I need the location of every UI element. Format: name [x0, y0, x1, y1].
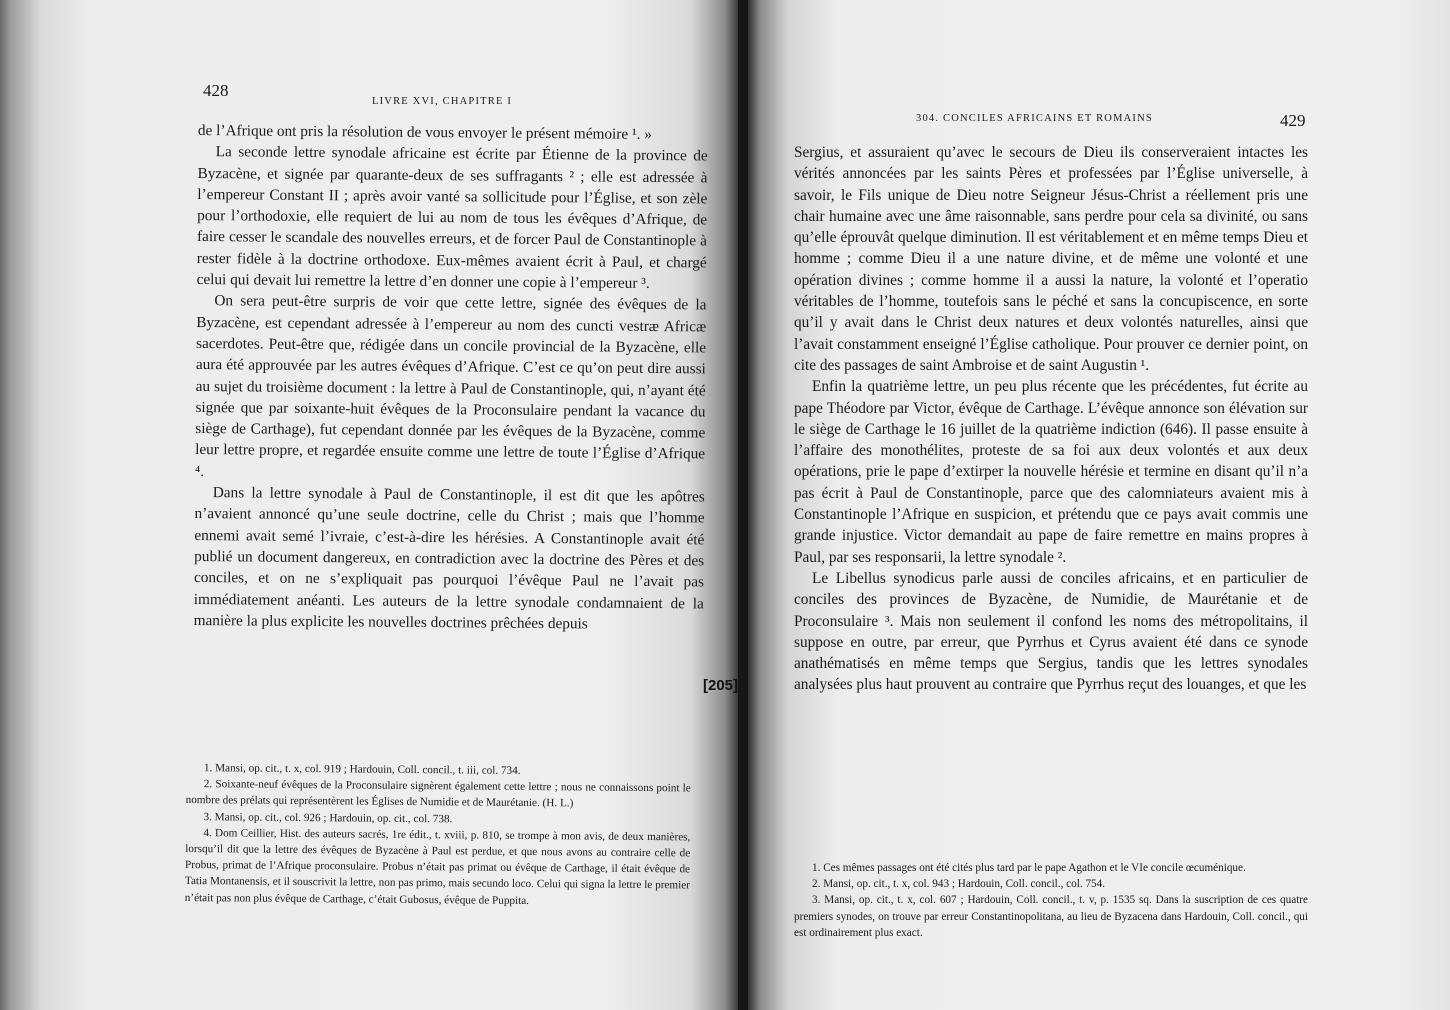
paragraph: On sera peut-être surpris de voir que cette lettre, signée des évêques de la Byzacène, est cependant adressée à l’empereur au nom des cuncti vestræ Africæ sacerdotes. Peut-être que, rédigée dans un concile provincial de la Byzacène, elle aura été approuvée par les autres évêques d’Afrique. C’est ce qu’on peut dire aussi au sujet du troisième document : la lettre à Paul de Constantinople, qui, n’ayant été signée que par soixante-huit évêques de la Proconsulaire pendant la vacance du siège de Carthage), fut cependant donnée par les évêques de la Byzacène, comme leur lettre propre, et regardée ensuite comme une lettre de toute l’Église d’Afrique ⁴.: [194, 292, 707, 480]
footnote: 2. Soixante-neuf évêques de la Proconsulaire signèrent également cette lettre ; nous ne connaissons point le nombre des prélats qui représentèrent les Églises de Numidie et de Maurétanie. (H. L.): [185, 778, 691, 810]
paragraph: de l’Afrique ont pris la résolution de vous envoyer le présent mémoire ¹. »: [197, 121, 652, 143]
left-body-text: [194, 120, 708, 636]
footnote: 2. Mansi, op. cit., t. x, col. 943 ; Hardouin, Coll. concil., col. 754.: [812, 878, 1106, 891]
footnote: 3. Mansi, op. cit., t. x, col. 607 ; Hardouin, Coll. concil., t. v, p. 1535 sq. Dans la suscription de ces quatre premiers synodes, on trouve par erreur Constantinopolitana, au lieu de Byzacena dans Hardouin, Coll. concil., qui est ordinairement plus exact.: [794, 894, 1308, 939]
right-page-number: 429: [1280, 111, 1306, 130]
paragraph: La seconde lettre synodale africaine est écrite par Étienne de la province de Byzacène, et signée par quarante-deux de ses suffragants ² ; elle est adressée à l’empereur Constant II ; après avoir vanté sa sollicitude pour l’Église, et son zèle pour l’orthodoxie, elle requiert de lui au nom de tous les évêques d’Afrique, de faire cesser le scandale des nouvelles erreurs, et de forcer Paul de Constantinople à rester fidèle à la doctrine orthodoxe. Eux-mêmes avaient écrit à Paul, et chargé celui qui devait lui remettre la lettre d’en donner une copie à l’empereur ³.: [196, 143, 708, 293]
left-page-number: 428: [203, 81, 229, 100]
paragraph: Enfin la quatrième lettre, un peu plus récente que les précédentes, fut écrite au pape Théodore par Victor, évêque de Carthage. L’évêque annonce son élévation sur le siège de Carthage le 16 juillet de la quatrième indiction (646). Il passe ensuite à l’affaire des monothélites, proteste de sa foi aux deux volontés et aux deux opérations, prie le pape d’extirper la nouvelle hérésie et termine en disant qu’il n’a pas écrit à Paul de Constantinople, parce que des calomniateurs avaient mis à Constantinople l’Afrique en suspicion, et prétendu que ce pays avait commis une grande injustice. Victor demandait au pape de faire remettre en mains propres à Paul, par ses responsarii, la lettre synodale ².: [794, 378, 1308, 566]
paragraph: Dans la lettre synodale à Paul de Constantinople, il est dit que les apôtres n’avaient annoncé qu’une seule doctrine, celle du Christ ; mais que l’homme ennemi avait semé l’ivraie, c’est-à-dire les hérésies. A Constantinople avait été publié un document dangereux, en contradiction avec la doctrine des Pères et des conciles, et on ne s’expliquait pas pourquoi l’évêque Paul ne l’avait pas immédiatement anéanti. Les auteurs de la lettre synodale condamnaient de la manière la plus explicite les nouvelles doctrines prêchées depuis: [193, 484, 705, 633]
footnote: 1. Mansi, op. cit., t. x, col. 919 ; Hardouin, Coll. concil., t. iii, col. 734.: [203, 762, 521, 777]
footnote: 1. Ces mêmes passages ont été cités plus tard par le pape Agathon et le VIe concile œcuménique.: [812, 862, 1246, 874]
right-body-text: [794, 142, 1308, 696]
footnote: 3. Mansi, op. cit., col. 926 ; Hardouin, op. cit., col. 738.: [203, 810, 453, 825]
left-running-head: LIVRE XVI, CHAPITRE I: [372, 96, 513, 107]
left-footnotes: [185, 760, 691, 910]
right-page: [748, 0, 1450, 1010]
paragraph: Sergius, et assuraient qu’avec le secours de Dieu ils conserveraient intactes les vérités annoncées par les saints Pères et professées par l’Église universelle, à savoir, le Fils unique de Dieu notre Seigneur Jésus-Christ a réellement pris une chair humaine avec une âme raisonnable, sans perdre pour cela sa divinité, ou sans qu’elle éprouvât quelque diminution. Il est véritablement et en même temps Dieu et homme ; comme Dieu il a une nature divine, et de même une volonté et une opération divines ; comme homme il a aussi la nature, la volonté et l’operatio véritables de l’homme, toutefois sans le péché et sans la concupiscence, en sorte qu’il y avait dans le Christ deux natures et deux volontés naturelles, ainsi que l’avait constamment enseigné l’Église catholique. Pour prouver ce dernier point, on cite des passages de saint Ambroise et de saint Augustin ¹.: [794, 144, 1308, 374]
book-gutter: [738, 0, 748, 1010]
margin-page-reference: [205]: [703, 677, 738, 694]
paragraph: Le Libellus synodicus parle aussi de conciles africains, et en particulier de conciles des provinces de Byzacène, de Numidie, de Maurétanie et de Proconsulaire ³. Mais non seulement il confond les noms des métropolitains, il suppose en outre, par erreur, que Pyrrhus et Cyrus avaient été dans ce synode anathématisés en même temps que Sergius, tandis que les lettres synodales analysées plus haut prouvent au contraire que Pyrrhus reçut des louanges, et que les: [794, 569, 1308, 694]
footnote: 4. Dom Ceillier, Hist. des auteurs sacrés, 1re édit., t. xviii, p. 810, se trompe à mon avis, de deux manières, lorsqu’il dit que la lettre des évêques de Byzacène à Paul est perdue, et que nous avons au contraire celle de Probus, primat de l’Afrique proconsulaire. Probus n’était pas primat ou évêque de Carthage, il était évêque de Tatia Montanensis, et il souscrivit la lettre, non pas primo, mais secundo loco. Celui qui signa la lettre le premier n’était pas non plus évêque de Carthage, c’était Gubosus, évêque de Puppita.: [184, 826, 691, 907]
right-running-head: 304. CONCILES AFRICAINS ET ROMAINS: [916, 113, 1153, 124]
right-footnotes: [794, 860, 1308, 941]
